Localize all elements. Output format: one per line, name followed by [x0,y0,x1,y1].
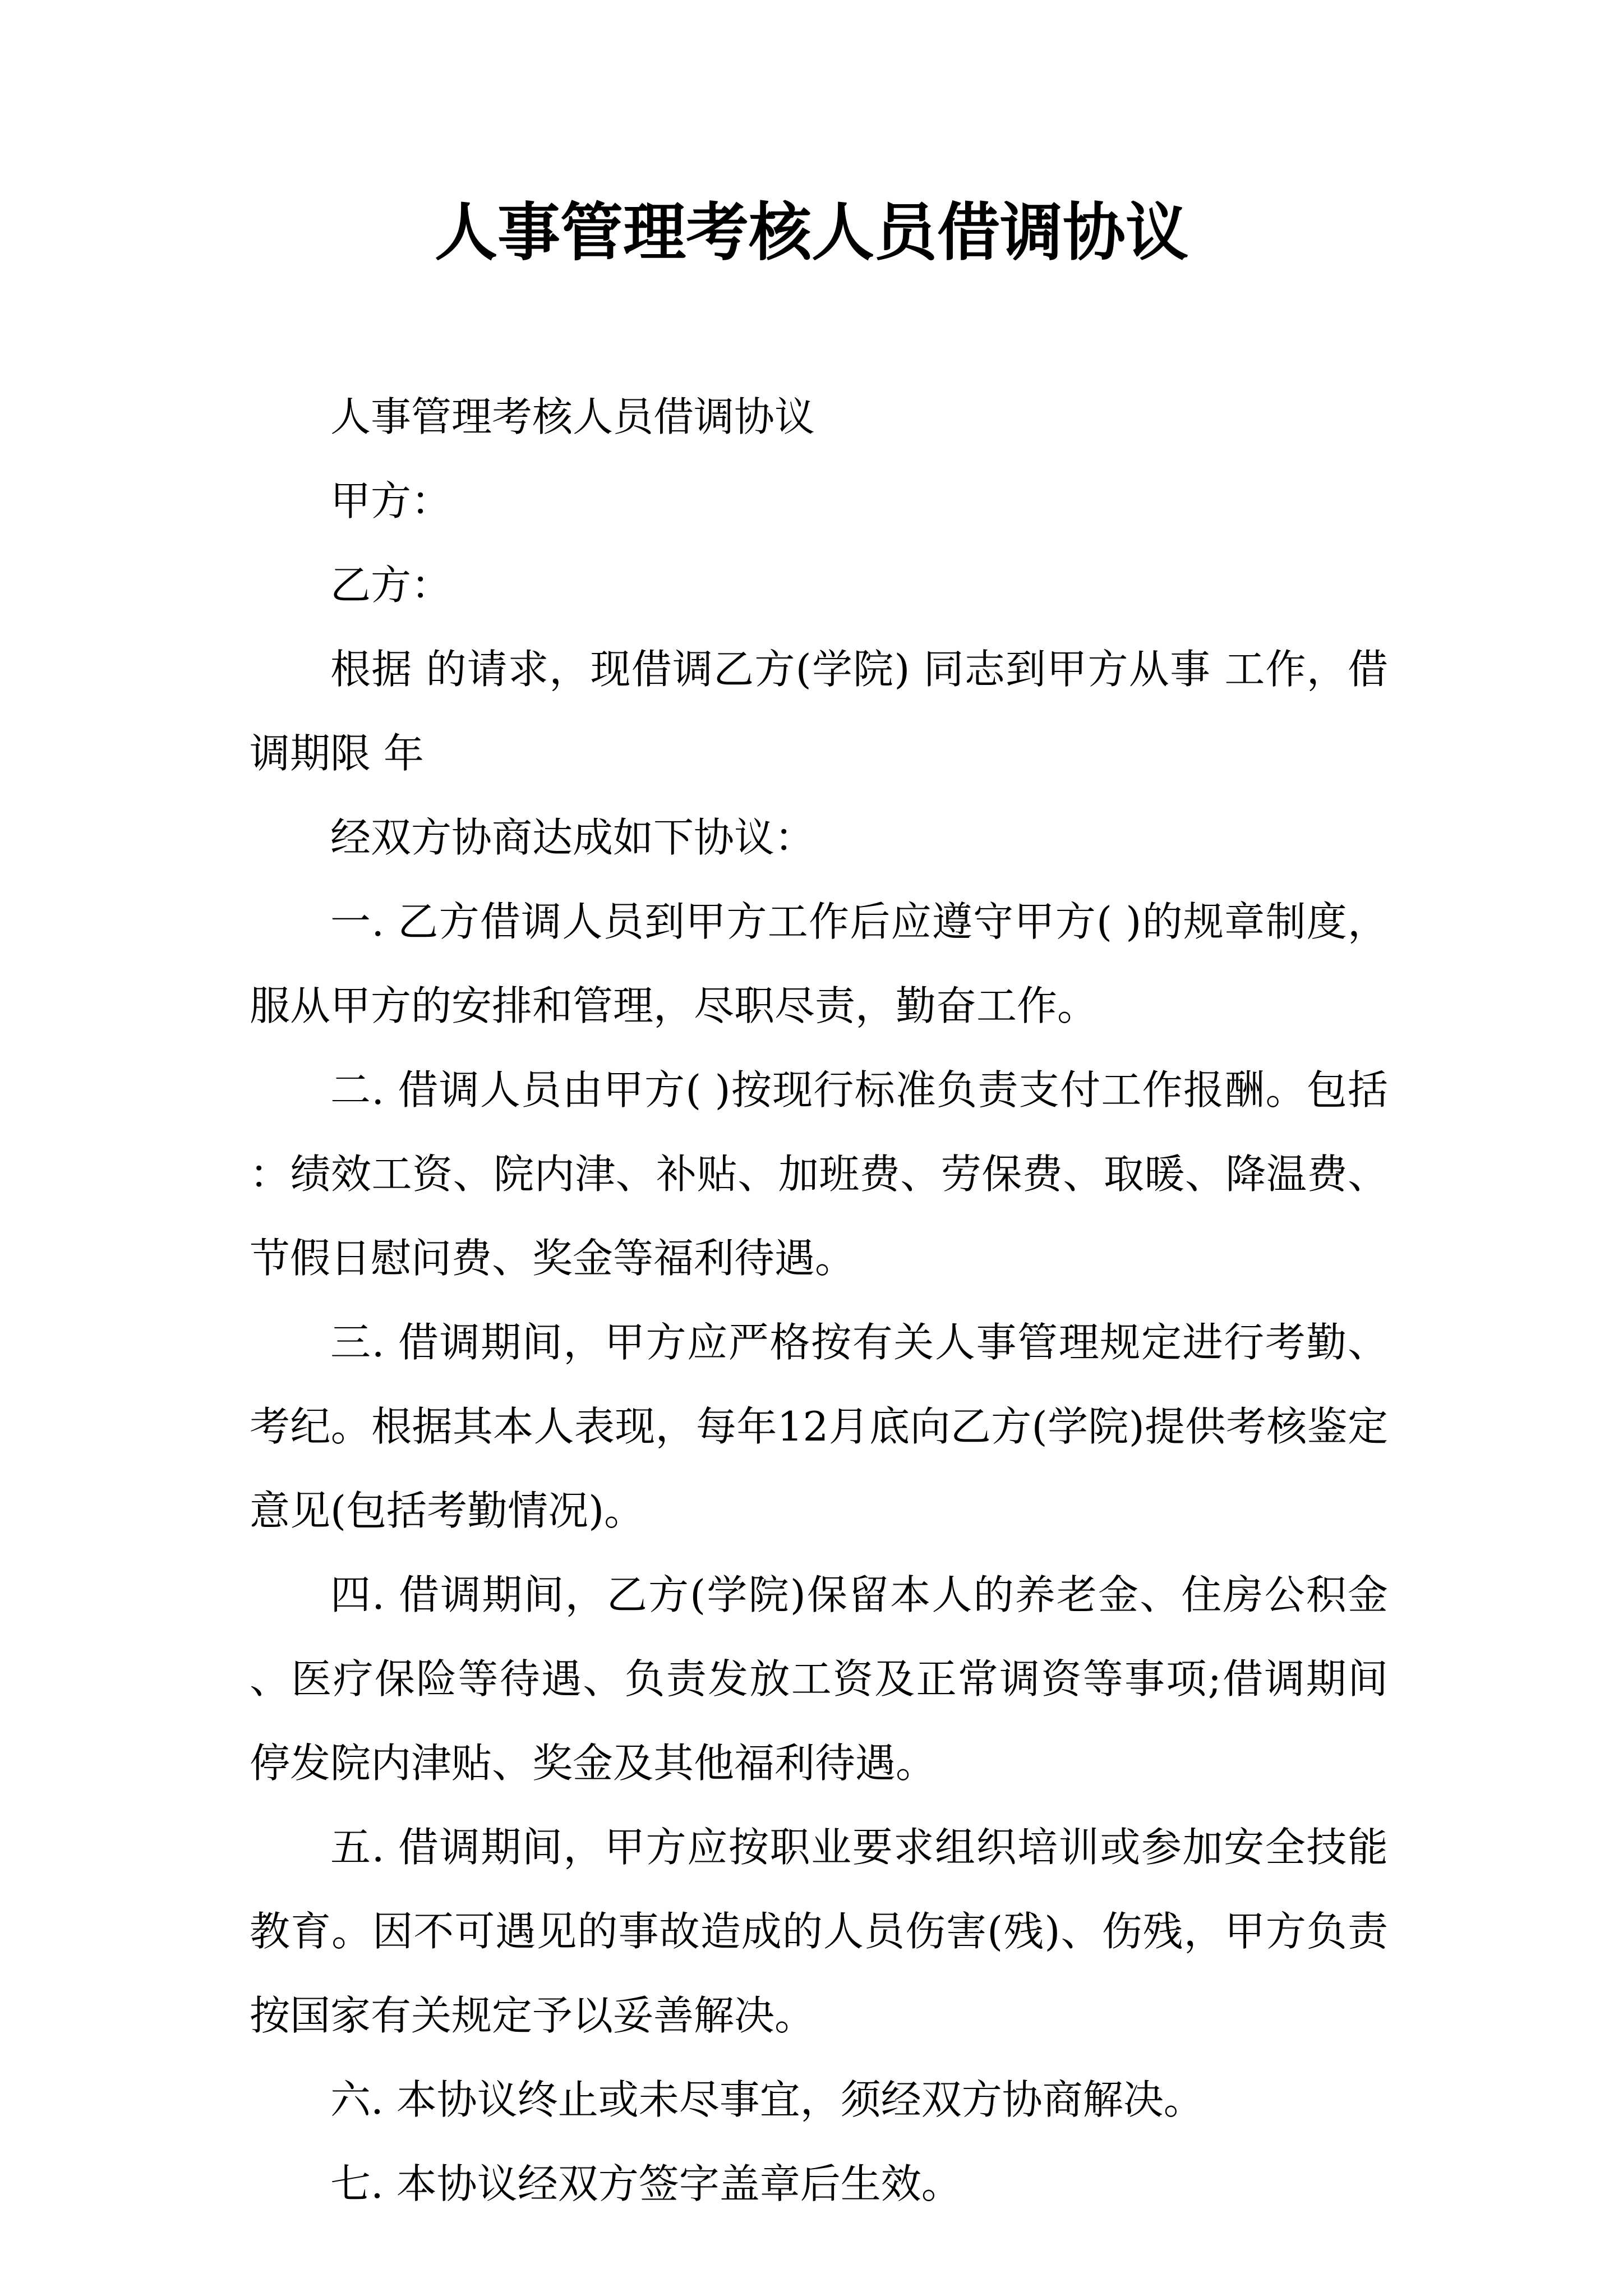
paragraph-clause-6: 六. 本协议终止或未尽事宜，须经双方协商解决。 [330,2076,1204,2123]
paragraph-party-b: 乙方： [330,562,452,609]
document-title: 人事管理考核人员借调协议 [435,196,1188,269]
paragraph-heading: 人事管理考核人员借调协议 [330,393,815,440]
paragraph-clause-5: 五. 借调期间，甲方应按职业要求组织培训或参加安全技能教育。因不可遇见的事故造成的人员伤害(残)、伤残，甲方负责按国家有关规定予以妥善解决。 [250,1824,1388,2039]
paragraph-basis: 根据 的请求，现借调乙方(学院) 同志到甲方从事 工作，借调期限 年 [250,646,1388,777]
document-body [250,375,1388,2226]
paragraph-clause-3: 三. 借调期间，甲方应严格按有关人事管理规定进行考勤、考纪。根据其本人表现，每年12月底向乙方(学院)提供考核鉴定意见(包括考勤情况)。 [250,1319,1388,1534]
paragraph-party-a: 甲方： [330,477,452,524]
paragraph-clause-2: 二. 借调人员由甲方( )按现行标准负责支付工作报酬。包括：绩效工资、院内津、补贴、加班费、劳保费、取暖、降温费、节假日慰问费、奖金等福利待遇。 [250,1066,1388,1282]
paragraph-clause-4: 四. 借调期间，乙方(学院)保留本人的养老金、住房公积金、医疗保险等待遇、负责发放工资及正常调资等事项;借调期间停发院内津贴、奖金及其他福利待遇。 [250,1571,1388,1787]
paragraph-agreement-intro: 经双方协商达成如下协议： [330,814,815,861]
paragraph-clause-7: 七. 本协议经双方签字盖章后生效。 [330,2160,962,2207]
paragraph-clause-1: 一. 乙方借调人员到甲方工作后应遵守甲方( )的规章制度，服从甲方的安排和管理，尽职尽责，勤奋工作。 [250,898,1388,1029]
